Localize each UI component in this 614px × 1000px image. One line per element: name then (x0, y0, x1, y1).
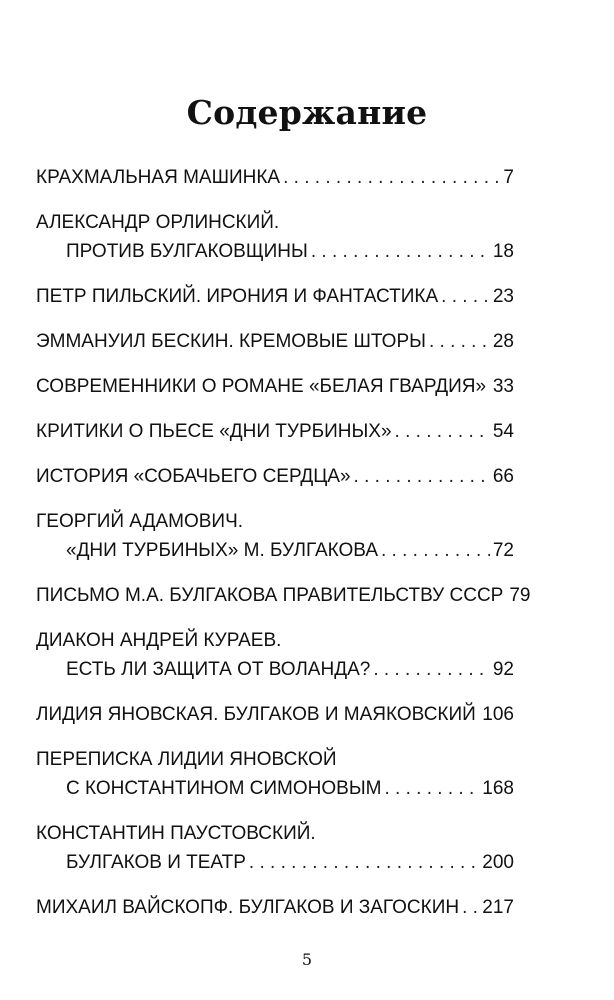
toc-entry-title: ДИАКОН АНДРЕЙ КУРАЕВ. (36, 630, 282, 651)
dot-leader (311, 237, 490, 266)
toc-entry (36, 282, 514, 311)
toc-line (36, 700, 514, 729)
dot-leader (354, 462, 490, 491)
toc-entry-title: ИСТОРИЯ «СОБАЧЬЕГО СЕРДЦА» (36, 466, 351, 487)
toc-entry-page: 28 (492, 331, 514, 352)
toc-entry-page: 23 (492, 286, 514, 307)
toc-entry-page: 66 (492, 466, 514, 487)
toc-entry (36, 327, 514, 356)
dot-leader (283, 163, 500, 192)
dot-leader (249, 848, 479, 877)
toc-line (36, 536, 514, 565)
toc-line (36, 819, 514, 848)
dot-leader (395, 417, 490, 446)
dot-leader (429, 327, 490, 356)
toc-entry (36, 893, 514, 922)
toc-entry-title: БУЛГАКОВ И ТЕАТР (66, 852, 246, 873)
toc-entry-page: 54 (492, 421, 514, 442)
toc-entry-page: 33 (492, 376, 514, 397)
toc-line (36, 282, 514, 311)
toc-line (36, 745, 514, 774)
toc-entry-page: 168 (482, 778, 514, 799)
toc-line (36, 163, 514, 192)
toc-entry (36, 163, 514, 192)
dot-leader (373, 655, 490, 684)
toc-entry-title: ЭММАНУИЛ БЕСКИН. КРЕМОВЫЕ ШТОРЫ (36, 331, 426, 352)
page-number: 5 (301, 950, 313, 969)
toc-line (36, 581, 531, 610)
toc-line (36, 626, 514, 655)
toc-entry-page: 92 (492, 659, 514, 680)
toc-entry-page: 217 (482, 897, 514, 918)
table-of-contents (36, 163, 531, 938)
toc-entry-title: АЛЕКСАНДР ОРЛИНСКИЙ. (36, 212, 280, 233)
toc-entry-title: КРАХМАЛЬНАЯ МАШИНКА (36, 167, 281, 188)
toc-line (36, 655, 514, 684)
toc-entry-page: 18 (492, 241, 514, 262)
toc-line (36, 774, 514, 803)
toc-entry-title: С КОНСТАНТИНОМ СИМОНОВЫМ (66, 778, 382, 799)
toc-entry (36, 372, 514, 401)
toc-line (36, 417, 514, 446)
toc-entry (36, 507, 514, 565)
toc-entry-title: ПИСЬМО М.А. БУЛГАКОВА ПРАВИТЕЛЬСТВУ СССР (36, 585, 504, 606)
dot-leader (385, 774, 480, 803)
toc-entry-title: МИХАИЛ ВАЙСКОПФ. БУЛГАКОВ И ЗАГОСКИН (36, 897, 460, 918)
toc-entry (36, 700, 514, 729)
toc-entry-page: 72 (492, 540, 514, 561)
toc-entry-title: ПЕТР ПИЛЬСКИЙ. ИРОНИЯ И ФАНТАСТИКА (36, 286, 439, 307)
toc-line (36, 372, 514, 401)
toc-entry-title: КРИТИКИ О ПЬЕСЕ «ДНИ ТУРБИНЫХ» (36, 421, 392, 442)
toc-entry-title: «ДНИ ТУРБИНЫХ» М. БУЛГАКОВА (66, 540, 378, 561)
toc-entry-title: ПЕРЕПИСКА ЛИДИИ ЯНОВСКОЙ (36, 749, 337, 770)
dot-leader (489, 372, 490, 401)
toc-entry-page: 106 (482, 704, 514, 725)
toc-entry-page: 79 (509, 585, 531, 606)
toc-entry (36, 417, 514, 446)
toc-entry (36, 745, 514, 803)
dot-leader (441, 282, 490, 311)
toc-entry-page: 7 (503, 167, 514, 188)
toc-line (36, 327, 514, 356)
toc-entry-title: СОВРЕМЕННИКИ О РОМАНЕ «БЕЛАЯ ГВАРДИЯ» (36, 376, 487, 397)
toc-entry-title: КОНСТАНТИН ПАУСТОВСКИЙ. (36, 823, 316, 844)
toc-entry-title: ЕСТЬ ЛИ ЗАЩИТА ОТ ВОЛАНДА? (66, 659, 371, 680)
toc-line (36, 893, 514, 922)
toc-entry (36, 462, 514, 491)
toc-entry (36, 819, 514, 877)
toc-line (36, 462, 514, 491)
toc-line (36, 237, 514, 266)
dot-leader (462, 893, 479, 922)
toc-entry-title: ГЕОРГИЙ АДАМОВИЧ. (36, 511, 244, 532)
toc-line (36, 507, 514, 536)
toc-entry-page: 200 (482, 852, 514, 873)
toc-entry (36, 208, 514, 266)
page-title: Содержание (186, 93, 428, 132)
toc-entry (36, 626, 514, 684)
toc-entry (36, 581, 531, 610)
toc-line (36, 208, 514, 237)
toc-entry-title: ЛИДИЯ ЯНОВСКАЯ. БУЛГАКОВ И МАЯКОВСКИЙ (36, 704, 476, 725)
dot-leader (381, 536, 490, 565)
toc-line (36, 848, 514, 877)
toc-entry-title: ПРОТИВ БУЛГАКОВЩИНЫ (66, 241, 308, 262)
